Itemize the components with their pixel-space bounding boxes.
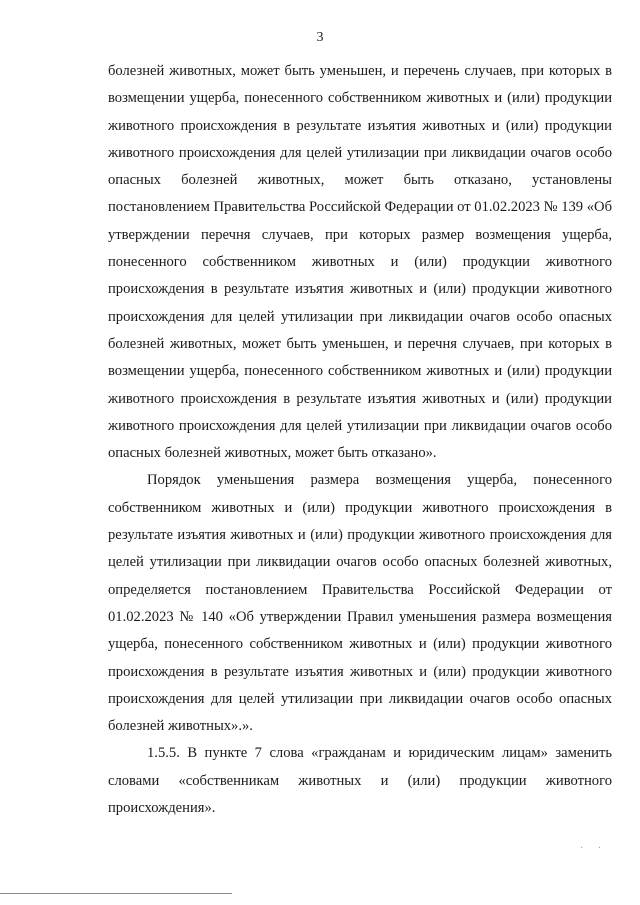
page-number: 3 bbox=[316, 30, 324, 45]
scan-artifact: · · bbox=[580, 843, 608, 854]
paragraph-continuation: болезней животных, может быть уменьшен, и перечень случаев, при которых в возмещении ущерба, понесенного собственником животных и (или) продукции животного происхождения в результате изъятия животных и (или) продукции животного происхождения для целей утилизации при ликвидации очагов особо опасных болезней животных, может быть отказано, установлены постановлением Правительства Российской Федерации от 01.02.2023 № 139 «Об утверждении перечня случаев, при которых размер возмещения ущерба, понесенного собственником животных и (или) продукции животного происхождения в результате изъятия животных и (или) продукции животного происхождения для целей утилизации при ликвидации очагов особо опасных болезней животных, может быть уменьшен, и перечня случаев, при которых в возмещении ущерба, понесенного собственником животных и (или) продукции животного происхождения в результате изъятия животных и (или) продукции животного происхождения для целей утилизации при ликвидации очагов особо опасных болезней животных, может быть отказано». bbox=[108, 63, 612, 462]
bottom-rule bbox=[0, 893, 232, 894]
paragraph-amendment-1-5-5: 1.5.5. В пункте 7 слова «гражданам и юридическим лицам» заменить словами «собственникам животных и (или) продукции животного происхождения». bbox=[108, 745, 612, 817]
paragraph-reduction-procedure: Порядок уменьшения размера возмещения ущерба, понесенного собственником животных и (или) продукции животного происхождения в результате изъятия животных и (или) продукции животного происхождения для целей утилизации при ликвидации очагов особо опасных болезней животных, определяется постановлением Правительства Российской Федерации от 01.02.2023 № 140 «Об утверждении Правил уменьшения размера возмещения ущерба, понесенного собственником животных и (или) продукции животного происхождения в результате изъятия животных и (или) продукции животного происхождения для целей утилизации при ликвидации очагов особо опасных болезней животных».». bbox=[108, 472, 612, 735]
document-body bbox=[108, 58, 612, 822]
